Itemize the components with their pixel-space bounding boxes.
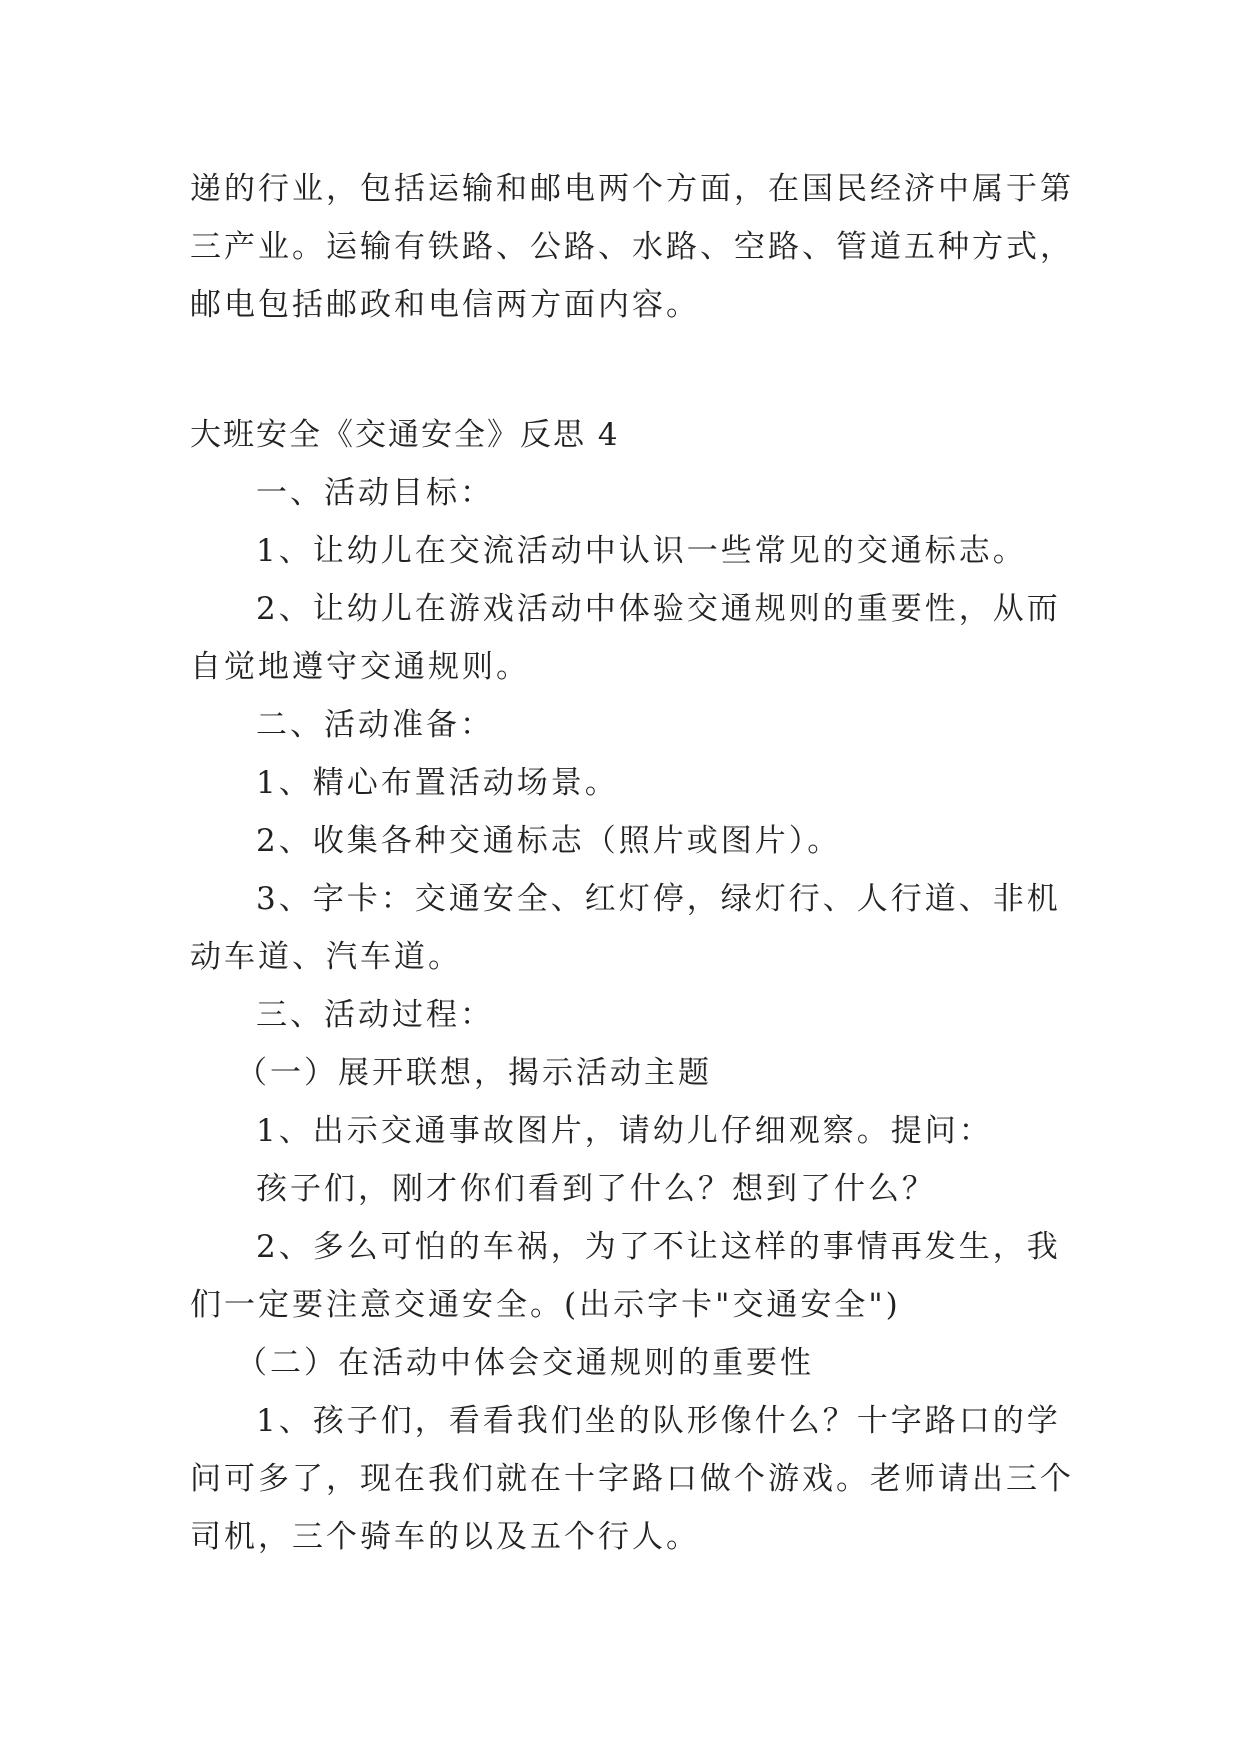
prep-heading: 二、活动准备：: [256, 707, 494, 743]
goals-item-2-line-2: 自觉地遵守交通规则。: [190, 649, 530, 685]
prep-item-3-line-2: 动车道、汽车道。: [190, 939, 462, 975]
goals-heading: 一、活动目标：: [256, 475, 494, 511]
process-part-2-item-1-line-1: 1、孩子们，看看我们坐的队形像什么？十字路口的学: [256, 1403, 1061, 1439]
intro-line-2: 三产业。运输有铁路、公路、水路、空路、管道五种方式，: [190, 229, 1074, 265]
process-part-1-question: 孩子们，刚才你们看到了什么？想到了什么？: [256, 1171, 936, 1207]
process-part-2-heading: （二）在活动中体会交通规则的重要性: [236, 1345, 814, 1381]
process-part-1-item-2-line-2: 们一定要注意交通安全。(出示字卡"交通安全"): [190, 1287, 901, 1323]
process-part-1-item-1: 1、出示交通事故图片，请幼儿仔细观察。提问：: [256, 1113, 993, 1149]
intro-line-1: 递的行业，包括运输和邮电两个方面，在国民经济中属于第: [190, 171, 1074, 207]
process-part-2-item-1-line-3: 司机，三个骑车的以及五个行人。: [190, 1519, 700, 1555]
goals-item-2-line-1: 2、让幼儿在游戏活动中体验交通规则的重要性，从而: [256, 591, 1061, 627]
goals-item-1: 1、让幼儿在交流活动中认识一些常见的交通标志。: [256, 533, 1027, 569]
document-body: [190, 160, 1074, 1566]
process-part-2-item-1-line-2: 问可多了，现在我们就在十字路口做个游戏。老师请出三个: [190, 1461, 1074, 1497]
section-title: 大班安全《交通安全》反思 4: [190, 417, 620, 453]
prep-item-3-line-1: 3、字卡：交通安全、红灯停，绿灯行、人行道、非机: [256, 881, 1061, 917]
prep-item-2: 2、收集各种交通标志（照片或图片）。: [256, 823, 842, 859]
prep-item-1: 1、精心布置活动场景。: [256, 765, 619, 801]
process-part-1-item-2-line-1: 2、多么可怕的车祸，为了不让这样的事情再发生，我: [256, 1229, 1061, 1265]
intro-line-3: 邮电包括邮政和电信两方面内容。: [190, 287, 700, 323]
process-part-1-heading: （一）展开联想，揭示活动主题: [236, 1055, 712, 1091]
section-gap: [190, 334, 1070, 406]
process-heading: 三、活动过程：: [256, 997, 494, 1033]
